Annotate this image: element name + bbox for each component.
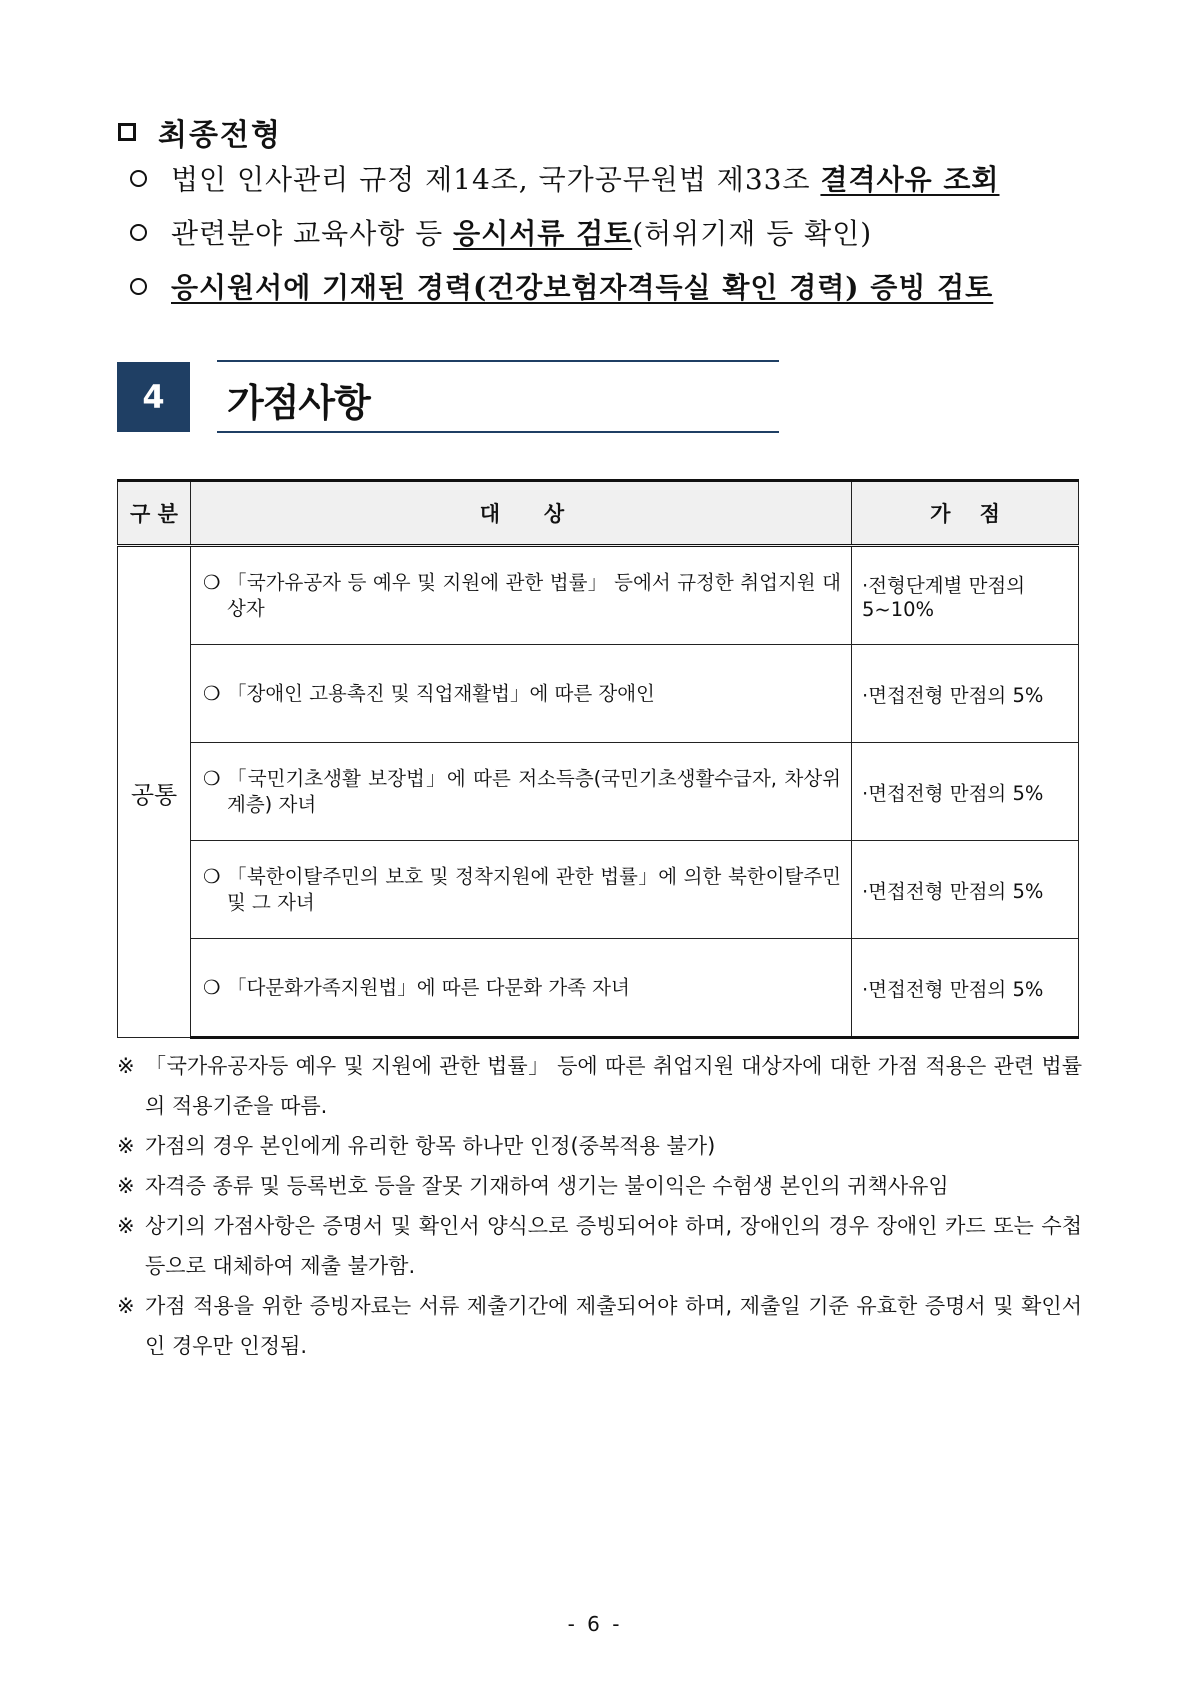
bonus-cell: ·전형단계별 만점의 5~10% (852, 546, 1079, 645)
bonus-cell: ·면접전형 만점의 5% (852, 743, 1079, 841)
header-bonus: 가 점 (852, 481, 1079, 546)
emphasis-text: 응시서류 검토 (453, 217, 633, 250)
note-item: ※ 자격증 종류 및 등록번호 등을 잘못 기재하여 생기는 불이익은 수험생 본인의 귀책사유임 (117, 1174, 949, 1198)
circle-bullet-icon (130, 170, 147, 187)
note-item: ※ 「국가유공자등 예우 및 지원에 관한 법률」 등에 따른 취업지원 대상자에 대한 가점 적용은 관련 법률의 적용기준을 따름. (117, 1054, 1082, 1118)
circle-bullet-icon (130, 224, 147, 241)
table-row (118, 546, 1079, 645)
bullet-line-2 (130, 212, 872, 252)
section-title: 가점사항 (227, 381, 370, 425)
bullet-line-1 (130, 158, 999, 198)
table-header-row (118, 481, 1079, 546)
header-target: 대 상 (191, 481, 852, 546)
table-row (118, 743, 1079, 841)
table-row (118, 939, 1079, 1038)
bullet-text: 관련분야 교육사항 등 응시서류 검토(허위기재 등 확인) (171, 217, 873, 250)
category-cell: 공통 (118, 546, 191, 1038)
bonus-cell: ·면접전형 만점의 5% (852, 939, 1079, 1038)
bullet-text: 법인 인사관리 규정 제14조, 국가공무원법 제33조 결격사유 조회 (171, 163, 1000, 196)
target-cell: ❍ 「북한이탈주민의 보호 및 정착지원에 관한 법률」에 의한 북한이탈주민 및 그 자녀 (191, 841, 852, 939)
table-row (118, 841, 1079, 939)
table-row (118, 645, 1079, 743)
header-category: 구 분 (118, 481, 191, 546)
bonus-cell: ·면접전형 만점의 5% (852, 645, 1079, 743)
emphasis-text: 응시원서에 기재된 경력(건강보험자격득실 확인 경력) 증빙 검토 (171, 271, 994, 304)
target-cell: ❍ 「다문화가족지원법」에 따른 다문화 가족 자녀 (191, 939, 852, 1038)
bonus-cell: ·면접전형 만점의 5% (852, 841, 1079, 939)
emphasis-text: 결격사유 조회 (820, 163, 1000, 196)
circle-bullet-icon (130, 278, 147, 295)
notes-list (117, 1046, 1082, 1366)
note-item: ※ 상기의 가점사항은 증명서 및 확인서 양식으로 증빙되어야 하며, 장애인의 경우 장애인 카드 또는 수첩 등으로 대체하여 제출 불가함. (117, 1214, 1082, 1278)
bullet-line-3 (130, 266, 993, 306)
section-heading-text: 최종전형 (158, 118, 282, 153)
note-item: ※ 가점의 경우 본인에게 유리한 항목 하나만 인정(중복적용 불가) (117, 1134, 716, 1158)
target-cell: ❍ 「장애인 고용촉진 및 직업재활법」에 따른 장애인 (191, 645, 852, 743)
target-cell: ❍ 「국민기초생활 보장법」에 따른 저소득층(국민기초생활수급자, 차상위계층) 자녀 (191, 743, 852, 841)
square-bullet-icon (118, 123, 136, 141)
section-heading-final-screening (118, 110, 282, 154)
target-cell: ❍ 「국가유공자 등 예우 및 지원에 관한 법률」 등에서 규정한 취업지원 대상자 (191, 546, 852, 645)
note-item: ※ 가점 적용을 위한 증빙자료는 서류 제출기간에 제출되어야 하며, 제출일 기준 유효한 증명서 및 확인서인 경우만 인정됨. (117, 1294, 1082, 1358)
bonus-points-table (117, 479, 1079, 1039)
page-number: - 6 - (567, 1612, 623, 1636)
section-number-box: 4 (117, 362, 190, 432)
